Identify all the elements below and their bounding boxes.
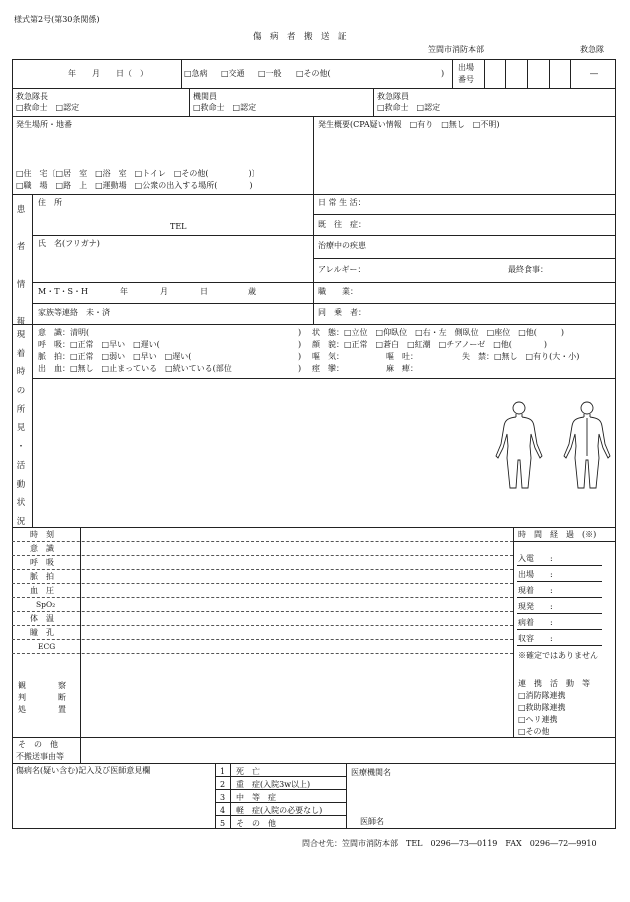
vitals-ecg-label: ECG bbox=[38, 642, 56, 651]
daily-life-label: 日 常 生 活： bbox=[318, 198, 366, 207]
timeline-depart: 現発 : bbox=[518, 602, 553, 611]
dispatch-label: 出場 bbox=[458, 63, 474, 72]
nausea-label: 嘔 気： bbox=[312, 352, 344, 361]
paralysis-label: 麻 痺： bbox=[386, 364, 418, 373]
vomit-label: 嘔 吐： bbox=[386, 352, 418, 361]
companion-label: 同 乗 者： bbox=[318, 308, 366, 317]
dispatch-label-2: 番号 bbox=[458, 75, 474, 84]
coop-rescue-team[interactable]: □救助隊連携 bbox=[518, 703, 566, 712]
vitals-temp-label: 体 温 bbox=[30, 614, 54, 623]
timeline-hospital: 病着 : bbox=[518, 618, 553, 627]
form-title: 傷 病 者 搬 送 証 bbox=[253, 32, 347, 42]
history-label: 既 往 症： bbox=[318, 220, 366, 229]
severity-mild[interactable]: 軽 症(入院の必要なし) bbox=[236, 806, 323, 815]
paren-close-1: ) bbox=[298, 328, 302, 337]
vitals-pulse-label: 脈 拍 bbox=[30, 572, 54, 581]
timeline-arrive: 現着 : bbox=[518, 586, 553, 595]
paren-close-3: ) bbox=[298, 352, 302, 361]
judgment-label: 判 断 bbox=[18, 693, 66, 702]
overview-label[interactable]: 発生概要(CPA疑い情報 □有り □無し □不明) bbox=[318, 120, 500, 129]
vitals-time-label: 時 刻 bbox=[30, 530, 54, 539]
convulsion-label: 痙 攣： bbox=[312, 364, 344, 373]
contact-footer: 問合せ先：笠間市消防本部 TEL 0296―73―0119 FAX 0296―72―9910 bbox=[302, 839, 597, 848]
unit-label: 救急隊 bbox=[580, 45, 604, 54]
severity-num-2: 2 bbox=[220, 780, 226, 789]
timeline-call: 入電 : bbox=[518, 554, 553, 563]
form-code: 様式第2号(第30条関係) bbox=[14, 15, 100, 24]
observation-label: 観 察 bbox=[18, 681, 66, 690]
treating-label: 治療中の疾患 bbox=[318, 241, 366, 250]
vitals-spo2-label: SpO₂ bbox=[36, 600, 56, 609]
location-label: 発生場所・地番 bbox=[16, 120, 72, 129]
severity-serious[interactable]: 重 症(入院3w以上) bbox=[236, 780, 311, 789]
vitals-breathing-label: 呼 吸 bbox=[30, 558, 54, 567]
doctor-label: 医師名 bbox=[360, 817, 384, 826]
crew-member-options[interactable]: □救命士 □認定 bbox=[377, 103, 441, 112]
coop-fire-team[interactable]: □消防隊連携 bbox=[518, 691, 566, 700]
occupation-label: 職 業： bbox=[318, 287, 358, 296]
complexion-row[interactable]: 顔 貌：□正常 □蒼白 □紅潮 □チアノーゼ □他( ) bbox=[312, 340, 547, 349]
severity-moderate[interactable]: 中 等 症 bbox=[236, 793, 276, 802]
issuer: 笠間市消防本部 bbox=[428, 45, 484, 54]
dispatch-dash: ― bbox=[590, 69, 598, 78]
timeline-dispatch: 出場 : bbox=[518, 570, 553, 579]
crew-leader-options[interactable]: □救命士 □認定 bbox=[16, 103, 80, 112]
coop-other[interactable]: □その他 bbox=[518, 727, 550, 736]
hospital-label: 医療機関名 bbox=[351, 768, 391, 777]
timeline-admit: 収容 : bbox=[518, 634, 553, 643]
crew-engineer-label: 機関員 bbox=[193, 92, 217, 101]
tel-label: TEL bbox=[170, 222, 187, 231]
allergy-label: アレルギー： bbox=[318, 265, 366, 274]
date-field[interactable]: 年 月 日（ ） bbox=[68, 69, 148, 78]
name-label: 氏 名(フリガナ) bbox=[38, 239, 100, 248]
crew-leader-label: 救急隊長 bbox=[16, 92, 48, 101]
bleeding-row[interactable]: 出 血：□無し □止まっている □続いている(部位 bbox=[38, 364, 232, 373]
timeline-note: ※確定ではありません bbox=[518, 651, 598, 660]
severity-num-5: 5 bbox=[220, 819, 226, 828]
last-meal-label: 最終食事： bbox=[508, 265, 548, 274]
findings-side-label: 現 着 時 の 所 見 ・ 活 動 状 況 bbox=[16, 330, 26, 527]
address-label: 住 所 bbox=[38, 198, 62, 207]
vitals-consciousness-label: 意 識 bbox=[30, 544, 54, 553]
category-illness[interactable]: □急病 bbox=[184, 69, 208, 78]
non-transport-label: 不搬送事由等 bbox=[16, 752, 64, 761]
category-other[interactable]: □その他( bbox=[296, 69, 331, 78]
incontinence-row[interactable]: 失 禁：□無し □有り(大・小) bbox=[462, 352, 580, 361]
vitals-pupil-label: 瞳 孔 bbox=[30, 628, 54, 637]
paren-close-4: ) bbox=[298, 364, 302, 373]
body-back-diagram-icon bbox=[558, 400, 616, 492]
family-contact-label: 家族等連絡 未・済 bbox=[38, 308, 110, 317]
place-type-line1[interactable]: □住 宅〔□居 室 □浴 室 □トイレ □その他( )〕 bbox=[16, 169, 260, 178]
treatment-label: 処 置 bbox=[18, 705, 66, 714]
birthdate-label: M・T・S・H 年 月 日 歳 bbox=[38, 287, 256, 296]
category-general[interactable]: □一般 bbox=[258, 69, 282, 78]
timeline-title: 時 間 経 過 (※) bbox=[518, 530, 597, 539]
posture-row[interactable]: 状 態：□立位 □仰臥位 □右・左 側臥位 □座位 □他( ) bbox=[312, 328, 565, 337]
severity-num-4: 4 bbox=[220, 806, 226, 815]
patient-side-label: 患 者 情 報 bbox=[16, 205, 26, 328]
cooperation-title: 連 携 活 動 等 bbox=[518, 679, 590, 688]
place-type-line2[interactable]: □職 場 □路 上 □運動場 □公衆の出入する場所( ) bbox=[16, 181, 253, 190]
severity-num-3: 3 bbox=[220, 793, 226, 802]
consciousness-row[interactable]: 意 識：清明( bbox=[38, 328, 90, 337]
vitals-bp-label: 血 圧 bbox=[30, 586, 54, 595]
diagnosis-label: 傷病名(疑い含む)記入及び医師意見欄 bbox=[16, 766, 151, 775]
crew-member-label: 救急隊員 bbox=[377, 92, 409, 101]
category-traffic[interactable]: □交通 bbox=[221, 69, 245, 78]
category-close: ) bbox=[441, 69, 445, 78]
breathing-row[interactable]: 呼 吸：□正常 □早い □遅い( bbox=[38, 340, 160, 349]
body-front-diagram-icon bbox=[490, 400, 548, 492]
severity-death[interactable]: 死 亡 bbox=[236, 767, 260, 776]
pulse-row[interactable]: 脈 拍：□正常 □弱い □早い □遅い( bbox=[38, 352, 192, 361]
severity-num-1: 1 bbox=[220, 767, 226, 776]
severity-other[interactable]: そ の 他 bbox=[236, 819, 276, 828]
other-label: そ の 他 bbox=[18, 740, 58, 749]
paren-close-2: ) bbox=[298, 340, 302, 349]
coop-heli[interactable]: □ヘリ連携 bbox=[518, 715, 558, 724]
crew-engineer-options[interactable]: □救命士 □認定 bbox=[193, 103, 257, 112]
